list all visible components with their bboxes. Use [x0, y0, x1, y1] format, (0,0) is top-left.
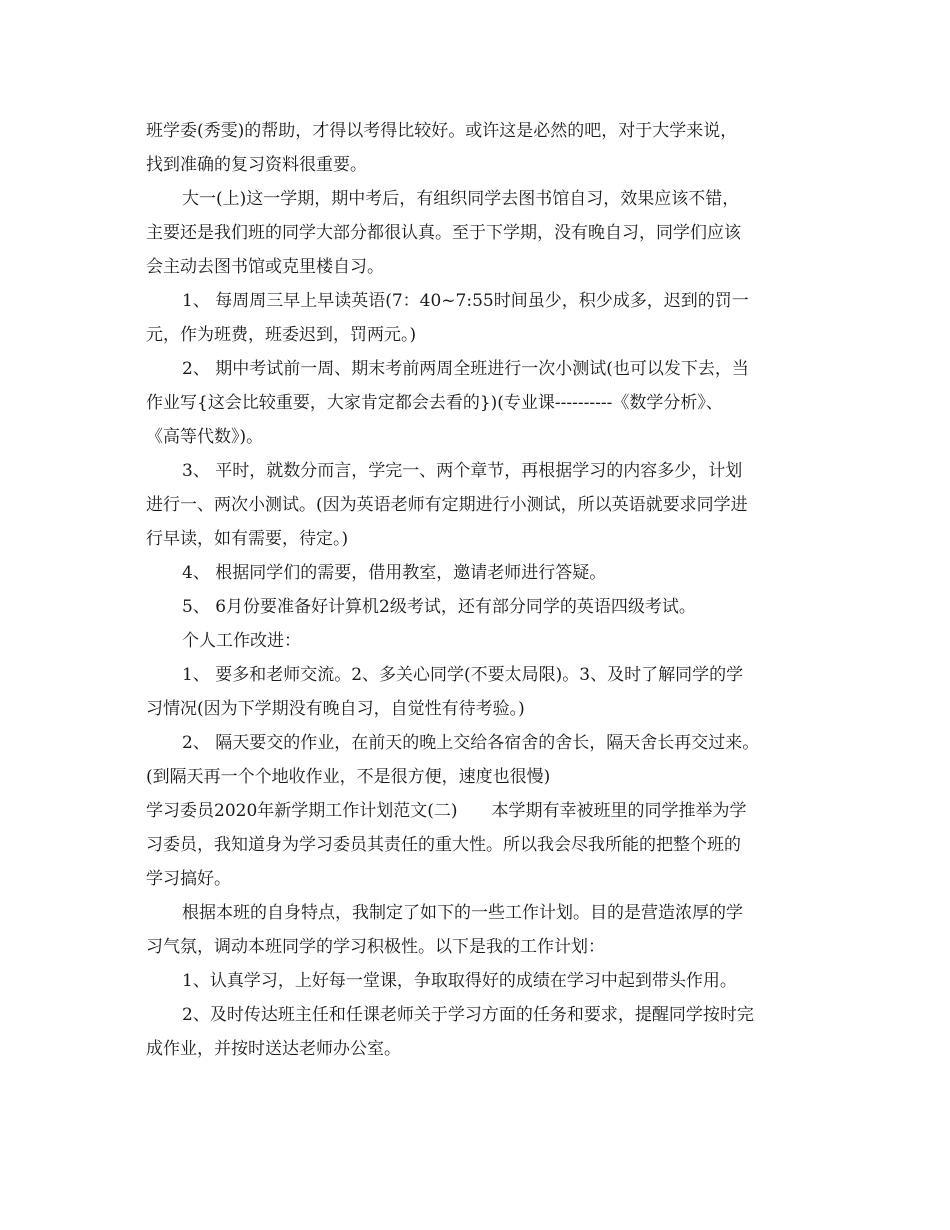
text-line: 1、 每周周三早上早读英语(7：40~7:55时间虽少，积少成多，迟到的罚一 — [182, 291, 749, 311]
section-heading-line: 学习委员2020年新学期工作计划范文(二) 本学期有幸被班里的同学推举为学 — [146, 801, 747, 821]
text-line: 找到准确的复习资料很重要。 — [146, 155, 367, 175]
text-line: (到隔天再一个个地收作业，不是很方便，速度也很慢) — [146, 767, 551, 787]
text-line: 2、及时传达班主任和任课老师关于学习方面的任务和要求，提醒同学按时完 — [182, 1005, 754, 1025]
text-line: 习委员，我知道身为学习委员其责任的重大性。所以我会尽我所能的把整个班的 — [146, 835, 741, 855]
text-line: 5、 6月份要准备好计算机2级考试，还有部分同学的英语四级考试。 — [182, 597, 696, 617]
text-line: 4、 根据同学们的需要，借用教室，邀请老师进行答疑。 — [182, 563, 607, 583]
text-line: 根据本班的自身特点，我制定了如下的一些工作计划。目的是营造浓厚的学 — [182, 903, 743, 923]
text-line: 习情况(因为下学期没有晚自习，自觉性有待考验。) — [146, 699, 525, 719]
document-body — [146, 114, 816, 1066]
text-line: 3、 平时，就数分而言，学完一、两个章节，再根据学习的内容多少，计划 — [182, 461, 743, 481]
text-line: 班学委(秀雯)的帮助，才得以考得比较好。或许这是必然的吧，对于大学来说， — [146, 121, 738, 141]
text-line: 习气氛，调动本班同学的学习积极性。以下是我的工作计划： — [146, 937, 605, 957]
text-line: 会主动去图书馆或克里楼自习。 — [146, 257, 384, 277]
text-line: 主要还是我们班的同学大部分都很认真。至于下学期，没有晚自习，同学们应该 — [146, 223, 741, 243]
text-line: 行早读，如有需要，待定。) — [146, 529, 349, 549]
text-line: 作业写{这会比较重要，大家肯定都会去看的})(专业课----------《数学分析》、 — [146, 393, 723, 413]
text-line: 成作业，并按时送达老师办公室。 — [146, 1039, 401, 1059]
text-line: 大一(上)这一学期，期中考后，有组织同学去图书馆自习，效果应该不错， — [182, 189, 740, 209]
text-line: 《高等代数》)。 — [146, 427, 264, 447]
text-line: 进行一、两次小测试。(因为英语老师有定期进行小测试，所以英语就要求同学进 — [146, 495, 748, 515]
text-line: 1、 要多和老师交流。2、多关心同学(不要太局限)。3、及时了解同学的学 — [182, 665, 744, 685]
text-line: 个人工作改进： — [182, 631, 301, 651]
text-line: 2、 期中考试前一周、期末考前两周全班进行一次小测试(也可以发下去，当 — [182, 359, 749, 379]
text-line: 学习搞好。 — [146, 869, 231, 889]
text-line: 1、认真学习，上好每一堂课，争取取得好的成绩在学习中起到带头作用。 — [182, 971, 737, 991]
text-line: 元，作为班费，班委迟到，罚两元。) — [146, 325, 417, 345]
text-line: 2、 隔天要交的作业，在前天的晚上交给各宿舍的舍长，隔天舍长再交过来。 — [182, 733, 760, 753]
